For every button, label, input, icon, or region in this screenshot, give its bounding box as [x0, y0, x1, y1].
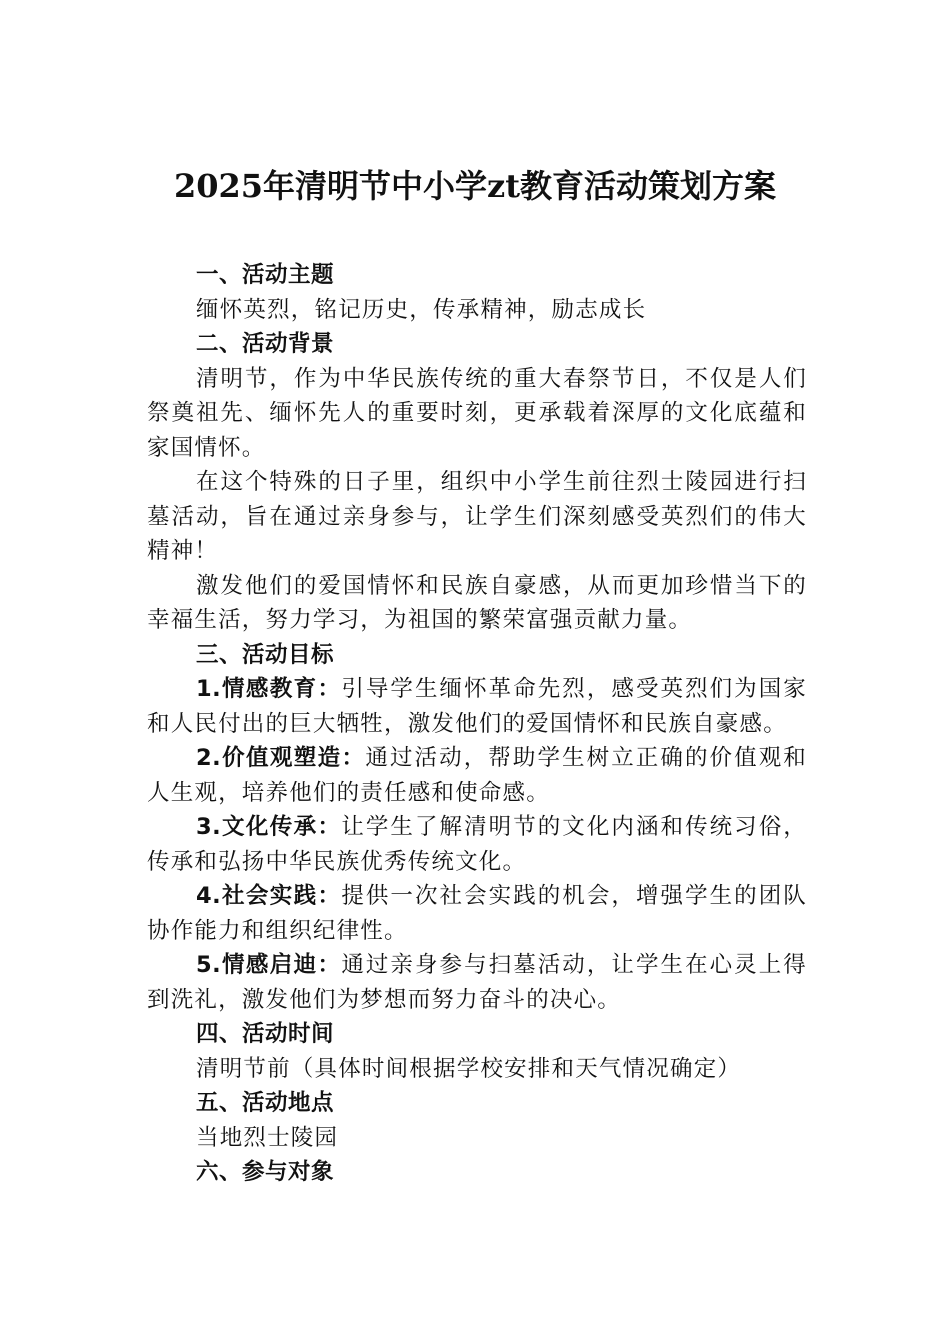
goal-item-lead: 2.价值观塑造： [196, 745, 366, 771]
theme-text: 缅怀英烈，铭记历史，传承精神，励志成长 [196, 296, 647, 323]
goal-item-emotional-education [147, 672, 807, 741]
goal-item-lead: 5.情感启迪： [196, 952, 342, 978]
goal-item-lead: 1.情感教育： [196, 676, 342, 702]
background-paragraph-1: 清明节，作为中华民族传统的重大春祭节日，不仅是人们祭奠祖先、缅怀先人的重要时刻，更承载着深厚的文化底蕴和家国情怀。 [147, 365, 807, 461]
section-heading-time: 四、活动时间 [196, 1021, 335, 1047]
goal-item-text: 通过活动，帮助学生树立正确的价值观和人生观，培养他们的责任感和使命感。 [147, 745, 807, 806]
goal-item-inspiration [147, 948, 807, 1017]
goal-item-text: 让学生了解清明节的文化内涵和传统习俗，传承和弘扬中华民族优秀传统文化。 [147, 814, 807, 875]
background-paragraph-3: 激发他们的爱国情怀和民族自豪感，从而更加珍惜当下的幸福生活，努力学习，为祖国的繁荣富强贡献力量。 [147, 572, 807, 633]
goal-item-values [147, 741, 807, 810]
section-heading-participants: 六、参与对象 [196, 1159, 335, 1185]
section-heading-background: 二、活动背景 [196, 331, 335, 357]
goal-item-text: 通过亲身参与扫墓活动，让学生在心灵上得到洗礼，激发他们为梦想而努力奋斗的决心。 [147, 952, 807, 1013]
goal-item-text: 引导学生缅怀革命先烈，感受英烈们为国家和人民付出的巨大牺牲，激发他们的爱国情怀和民族自豪感。 [147, 676, 807, 737]
goal-item-lead: 4.社会实践： [196, 883, 342, 909]
goal-item-culture [147, 810, 807, 879]
section-heading-theme: 一、活动主题 [196, 262, 335, 288]
goal-item-text: 提供一次社会实践的机会，增强学生的团队协作能力和组织纪律性。 [147, 883, 807, 944]
goal-item-lead: 3.文化传承： [196, 814, 342, 840]
time-text: 清明节前（具体时间根据学校安排和天气情况确定） [196, 1055, 742, 1082]
section-heading-goals: 三、活动目标 [196, 641, 335, 668]
document-title: 2025年清明节中小学zt教育活动策划方案 [173, 167, 777, 205]
background-paragraph-2: 在这个特殊的日子里，组织中小学生前往烈士陵园进行扫墓活动，旨在通过亲身参与，让学生们深刻感受英烈们的伟大精神！ [147, 469, 807, 564]
document-body [147, 258, 807, 1190]
goal-item-practice [147, 879, 807, 948]
location-text: 当地烈士陵园 [196, 1124, 339, 1151]
section-heading-location: 五、活动地点 [196, 1090, 335, 1116]
